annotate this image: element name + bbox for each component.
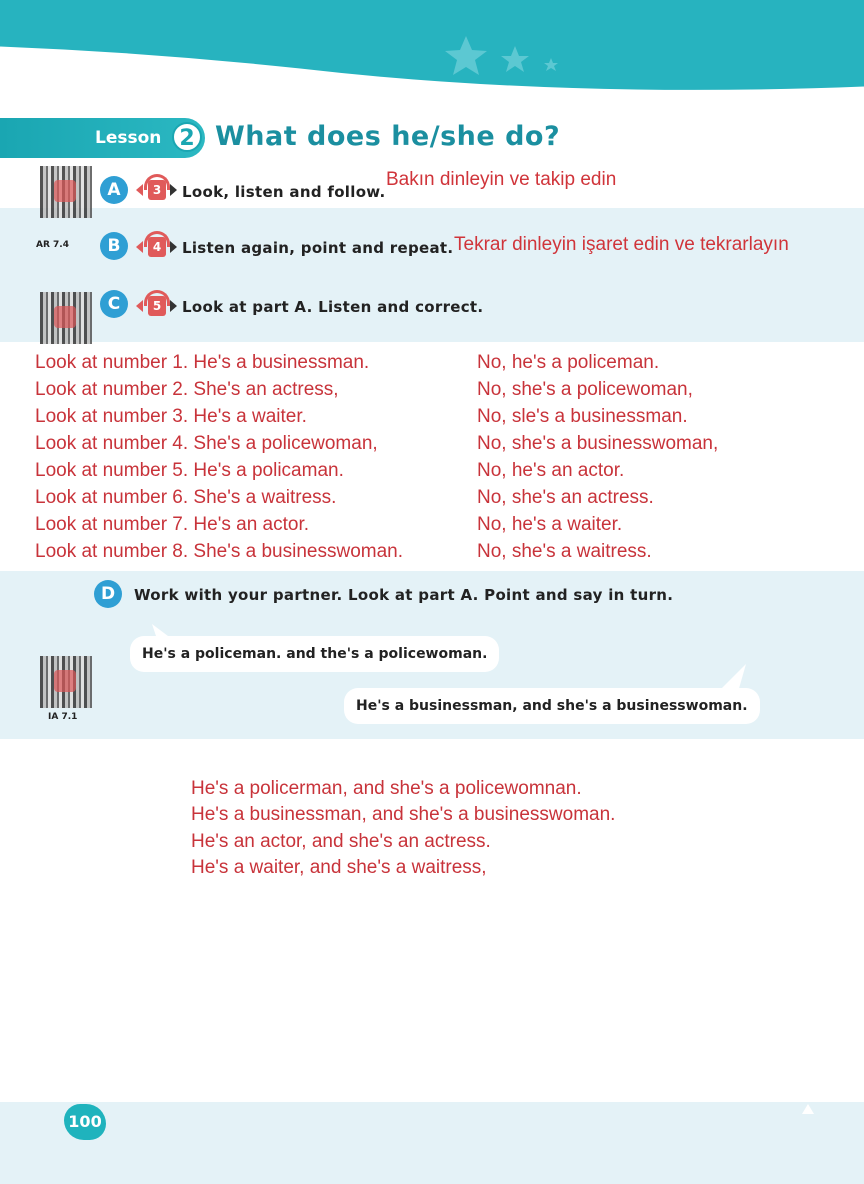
correction-left: Look at number 7. He's an actor. bbox=[35, 514, 310, 535]
triangle-icon bbox=[800, 1102, 816, 1116]
track-number: 5 bbox=[148, 296, 166, 316]
pair-sentence: He's an actor, and she's an actress. bbox=[191, 831, 491, 852]
translation-a: Bakın dinleyin ve takip edin bbox=[386, 169, 617, 190]
correction-left: Look at number 3. He's a waiter. bbox=[35, 406, 307, 427]
correction-left: Look at number 8. She's a businesswoman. bbox=[35, 541, 404, 562]
instruction-d: Work with your partner. Look at part A. Point and say in turn. bbox=[134, 586, 674, 604]
lesson-number: 2 bbox=[172, 122, 202, 152]
track-number: 3 bbox=[148, 180, 166, 200]
track-number: 4 bbox=[148, 237, 166, 257]
speech-bubble-2: He's a businessman, and she's a businesswoman. bbox=[344, 688, 760, 724]
code-label-d: IA 7.1 bbox=[48, 712, 78, 722]
activity-badge-d: D bbox=[94, 580, 122, 608]
headphones-icon[interactable] bbox=[136, 296, 180, 316]
activity-band-bc bbox=[0, 208, 864, 342]
lesson-title: What does he/she do? bbox=[215, 121, 561, 152]
correction-right: No, she's a waitress. bbox=[477, 541, 652, 562]
correction-left: Look at number 2. She's an actress, bbox=[35, 379, 339, 400]
activity-badge-a: A bbox=[100, 176, 128, 204]
footer-band bbox=[0, 1102, 864, 1184]
correction-right: No, she's a businesswoman, bbox=[477, 433, 719, 454]
instruction-c: Look at part A. Listen and correct. bbox=[182, 298, 484, 316]
correction-right: No, he's an actor. bbox=[477, 460, 625, 481]
correction-left: Look at number 6. She's a waitress. bbox=[35, 487, 337, 508]
correction-left: Look at number 4. She's a policewoman, bbox=[35, 433, 378, 454]
pair-sentence: He's a waiter, and she's a waitress, bbox=[191, 857, 487, 878]
correction-right: No, he's a policeman. bbox=[477, 352, 660, 373]
headphones-icon[interactable] bbox=[136, 237, 180, 257]
translation-b: Tekrar dinleyin işaret edin ve tekrarlayın bbox=[454, 234, 789, 255]
activity-badge-b: B bbox=[100, 232, 128, 260]
pair-sentence: He's a businessman, and she's a businesswoman. bbox=[191, 804, 616, 825]
correction-right: No, sle's a businessman. bbox=[477, 406, 688, 427]
headphones-icon[interactable] bbox=[136, 180, 180, 200]
qr-code-icon[interactable] bbox=[40, 166, 92, 218]
instruction-a: Look, listen and follow. bbox=[182, 183, 386, 201]
instruction-b: Listen again, point and repeat. bbox=[182, 239, 454, 257]
correction-left: Look at number 5. He's a policaman. bbox=[35, 460, 344, 481]
activity-badge-c: C bbox=[100, 290, 128, 318]
correction-right: No, she's an actress. bbox=[477, 487, 654, 508]
correction-right: No, she's a policewoman, bbox=[477, 379, 693, 400]
speech-bubble-1: He's a policeman. and the's a policewoman. bbox=[130, 636, 499, 672]
correction-left: Look at number 1. He's a businessman. bbox=[35, 352, 370, 373]
qr-code-icon[interactable] bbox=[40, 656, 92, 708]
code-label-b: AR 7.4 bbox=[36, 240, 69, 250]
correction-right: No, he's a waiter. bbox=[477, 514, 623, 535]
header-banner bbox=[0, 0, 864, 120]
lesson-label: Lesson bbox=[95, 128, 162, 148]
qr-code-icon[interactable] bbox=[40, 292, 92, 344]
pair-sentence: He's a policerman, and she's a policewomnan. bbox=[191, 778, 582, 799]
page-number: 100 bbox=[64, 1104, 106, 1140]
